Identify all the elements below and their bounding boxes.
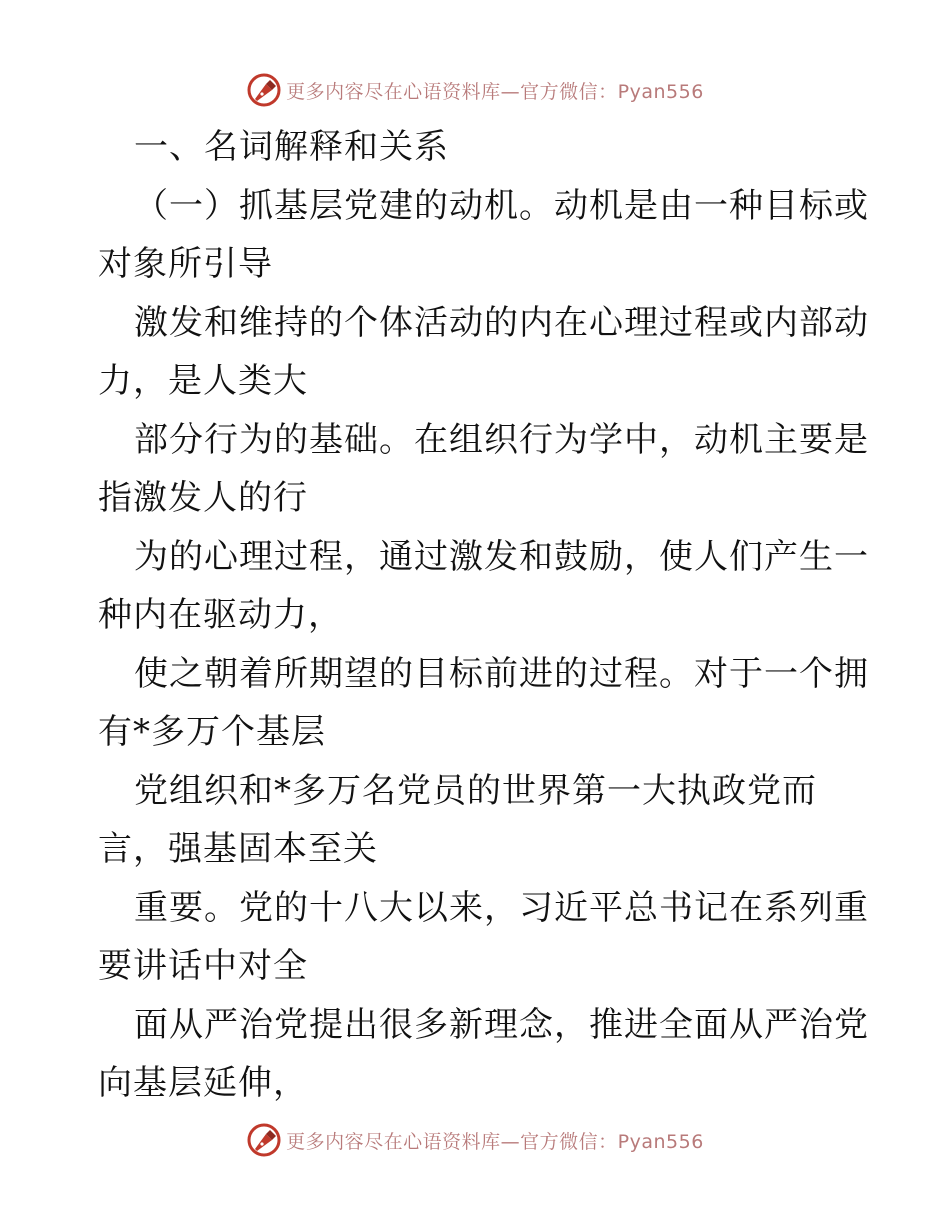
- section-heading: 一、名词解释和关系: [134, 127, 449, 167]
- paragraph-line: 向基层延伸，: [98, 1063, 308, 1103]
- paragraph-line: 党组织和*多万名党员的世界第一大执政党而: [134, 770, 817, 811]
- paragraph-line: 有*多万个基层: [98, 712, 326, 752]
- paragraph-line: 激发和维持的个体活动的内在心理过程或内部动: [134, 302, 869, 343]
- paragraph-line: 为的心理过程，通过激发和鼓励，使人们产生一: [134, 536, 869, 577]
- paragraph-line: 要讲话中对全: [98, 946, 308, 986]
- paragraph-line: 力，是人类大: [98, 361, 308, 401]
- footer-banner-text: 更多内容尽在心语资料库—官方微信：Pyan556: [286, 1130, 704, 1153]
- document-body: [98, 118, 869, 1113]
- paragraph-line: 种内在驱动力，: [98, 595, 343, 635]
- paragraph-line: 对象所引导: [98, 244, 273, 284]
- paragraph-line: 使之朝着所期望的目标前进的过程。对于一个拥: [134, 653, 869, 694]
- pen-nib-logo: [246, 72, 282, 108]
- paragraph-line: 重要。党的十八大以来，习近平总书记在系列重: [134, 887, 869, 928]
- paragraph-line: 言，强基固本至关: [98, 829, 378, 869]
- paragraph-line: 面从严治党提出很多新理念，推进全面从严治党: [134, 1004, 869, 1045]
- header-banner-text: 更多内容尽在心语资料库—官方微信：Pyan556: [286, 80, 704, 103]
- paragraph-line: （一）抓基层党建的动机。动机是由一种目标或: [134, 185, 869, 226]
- paragraph-line: 部分行为的基础。在组织行为学中，动机主要是: [134, 419, 869, 460]
- paragraph-line: 指激发人的行: [98, 478, 308, 518]
- pen-nib-logo: [246, 1122, 282, 1158]
- footer-banner: [0, 1120, 950, 1160]
- header-banner: [0, 70, 950, 110]
